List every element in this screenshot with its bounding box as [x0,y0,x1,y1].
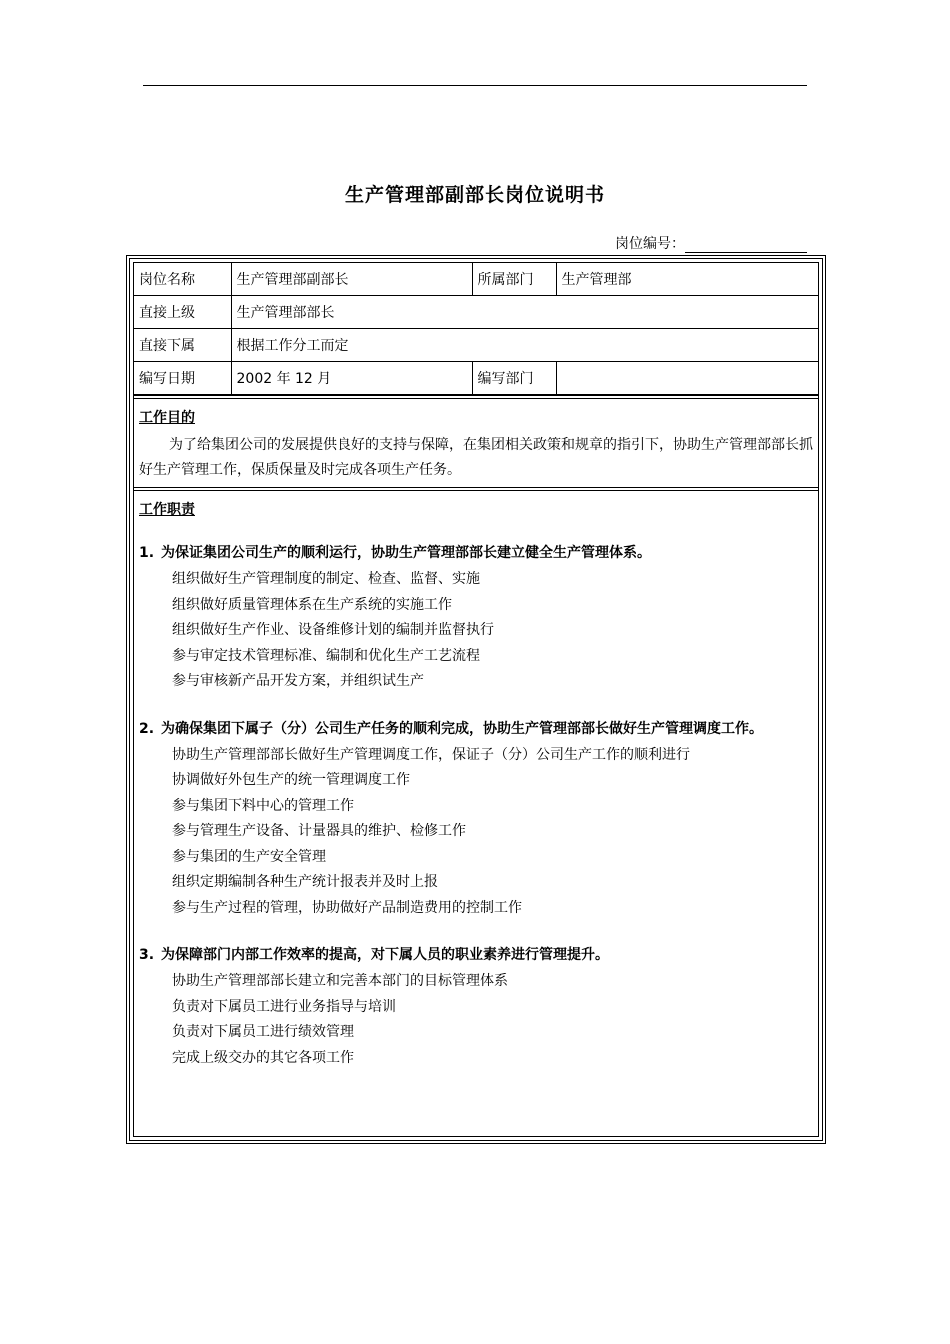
duty-item [139,743,813,769]
duty-item-text: 参与审定技术管理标准、编制和优化生产工艺流程 [172,647,480,664]
duty-group-title [139,541,813,566]
duty-group-title [139,717,813,742]
duty-group [139,943,813,1071]
duty-item [139,794,813,820]
label-prepared-dept: 编写部门 [472,362,556,395]
duty-group-text: 为保障部门内部工作效率的提高，对下属人员的职业素养进行管理提升。 [161,947,609,963]
duty-groups [139,541,813,1071]
purpose-heading: 工作目的 [139,410,195,426]
duty-item [139,618,813,644]
duty-item [139,669,813,695]
label-prepared-date: 编写日期 [134,362,231,395]
value-direct-superior: 生产管理部部长 [231,296,818,329]
info-table [134,263,818,395]
duty-item [139,593,813,619]
duty-group-text: 为确保集团下属子（分）公司生产任务的顺利完成，协助生产管理部部长做好生产管理调度工作。 [161,720,763,737]
label-position-name: 岗位名称 [134,263,231,296]
duty-group-number: 3. [139,947,155,963]
duty-item-text: 参与集团的生产安全管理 [172,848,326,865]
duty-group-text: 为保证集团公司生产的顺利运行，协助生产管理部部长建立健全生产管理体系。 [161,545,651,561]
duty-item-text: 参与管理生产设备、计量器具的维护、检修工作 [172,823,466,839]
duty-item [139,845,813,871]
duty-item [139,896,813,922]
duty-group-number: 2. [139,720,155,737]
value-department: 生产管理部 [556,263,818,296]
duty-item [139,768,813,794]
label-direct-subordinate: 直接下属 [134,329,231,362]
header-rule [143,85,807,86]
duty-group [139,717,813,922]
duty-item [139,1020,813,1046]
info-row-subordinate [134,329,818,362]
label-direct-superior: 直接上级 [134,296,231,329]
duty-item-text: 负责对下属员工进行绩效管理 [172,1024,354,1040]
value-prepared-dept [556,362,818,395]
duties-section [134,491,818,1075]
post-number-blank[interactable] [685,239,807,253]
job-description-frame [126,255,826,1144]
duty-item-text: 组织定期编制各种生产统计报表并及时上报 [172,874,438,890]
purpose-text: 为了给集团公司的发展提供良好的支持与保障，在集团相关政策和规章的指引下，协助生产管理部部长抓好生产管理工作，保质保量及时完成各项生产任务。 [139,437,813,478]
value-position-name: 生产管理部副部长 [231,263,472,296]
duty-item-text: 完成上级交办的其它各项工作 [172,1049,354,1066]
job-description-body [133,262,819,1137]
duty-item-text: 协助生产管理部部长做好生产管理调度工作，保证子（分）公司生产工作的顺利进行 [172,746,690,763]
duty-group [139,541,813,695]
post-number [615,233,807,253]
duty-item [139,644,813,670]
duty-item [139,870,813,896]
value-prepared-date: 2002 年 12 月 [231,362,472,395]
duty-item-text: 组织做好生产作业、设备维修计划的编制并监督执行 [172,622,494,638]
info-row-superior [134,296,818,329]
duty-item-text: 参与集团下料中心的管理工作 [172,797,354,814]
purpose-section [134,399,818,487]
duty-group-number: 1. [139,545,155,561]
duty-item [139,995,813,1021]
duty-item-text: 组织做好质量管理体系在生产系统的实施工作 [172,596,452,613]
info-row-position [134,263,818,296]
info-row-date [134,362,818,395]
value-direct-subordinate: 根据工作分工而定 [231,329,818,362]
post-number-label: 岗位编号： [615,236,685,252]
duty-item-text: 负责对下属员工进行业务指导与培训 [172,998,396,1015]
duty-item [139,567,813,593]
duty-group-title [139,943,813,968]
duties-heading: 工作职责 [139,502,195,518]
duty-item-text: 参与生产过程的管理，协助做好产品制造费用的控制工作 [172,899,522,916]
document-title: 生产管理部副部长岗位说明书 [344,184,605,206]
duty-item-text: 协调做好外包生产的统一管理调度工作 [172,772,410,788]
duty-item-text: 协助生产管理部部长建立和完善本部门的目标管理体系 [172,973,508,989]
duty-item-text: 参与审核新产品开发方案，并组织试生产 [172,673,424,689]
duty-item [139,819,813,845]
duty-item [139,1046,813,1072]
label-department: 所属部门 [472,263,556,296]
duty-item [139,969,813,995]
duty-item-text: 组织做好生产管理制度的制定、检查、监督、实施 [172,571,480,587]
